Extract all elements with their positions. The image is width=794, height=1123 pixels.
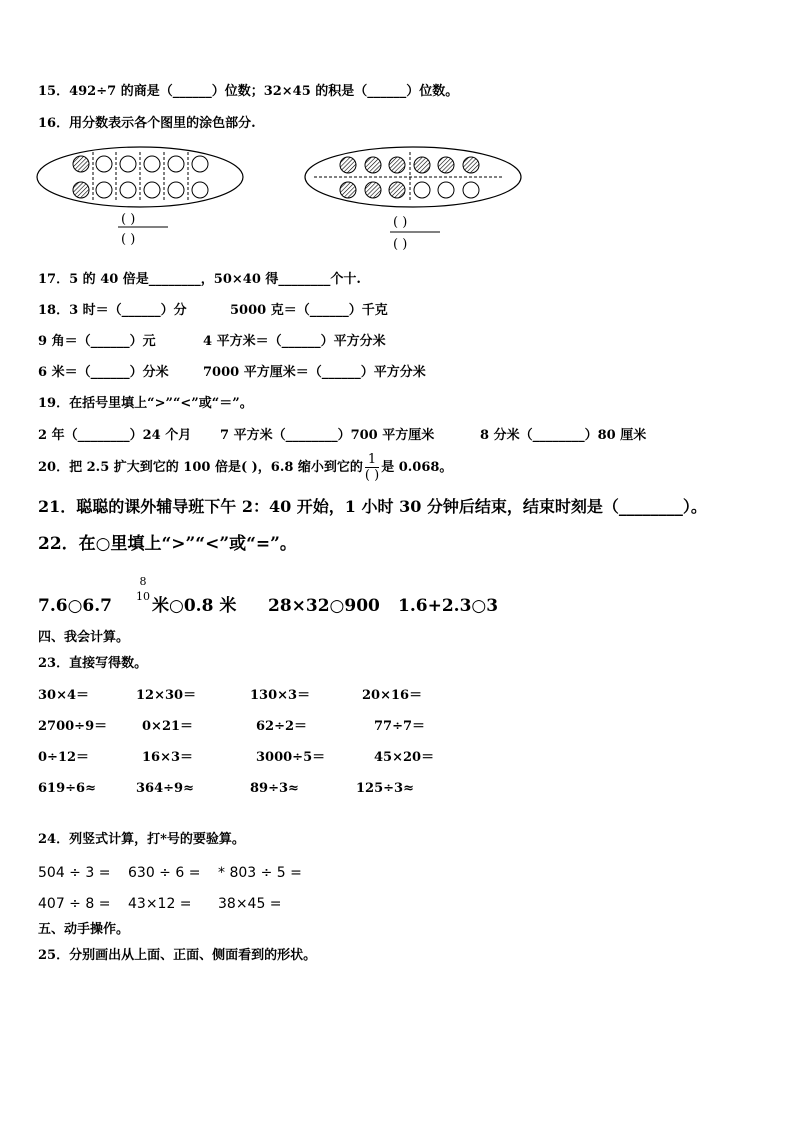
q20-frac-num: 1 bbox=[365, 452, 379, 468]
q18-r3a: 6 米＝（______）分米 bbox=[38, 365, 169, 380]
question-16: 16．用分数表示各个图里的涂色部分. bbox=[38, 116, 256, 131]
question-23: 23．直接写得数。 bbox=[38, 656, 148, 671]
section-4-heading: 四、我会计算。 bbox=[38, 630, 130, 645]
left-fraction-bottom: ( ) bbox=[121, 232, 136, 247]
calc-3-0: 619÷6≈ bbox=[38, 781, 96, 796]
calc-3-3: 125÷3≈ bbox=[356, 781, 414, 796]
q18-r3b: 7000 平方厘米＝（______）平方分米 bbox=[203, 365, 426, 380]
question-22: 22．在○里填上“>”“<”或“=”。 bbox=[38, 534, 297, 554]
calc-2-0: 0÷12＝ bbox=[38, 750, 90, 765]
calc-1-1: 0×21＝ bbox=[142, 719, 194, 734]
q19-item-2: 7 平方米（________）700 平方厘米 bbox=[220, 428, 435, 443]
calc-0-0: 30×4＝ bbox=[38, 688, 90, 703]
calc-1-3: 77÷7＝ bbox=[374, 719, 426, 734]
question-20 bbox=[38, 452, 452, 483]
question-24: 24．列竖式计算，打*号的要验算。 bbox=[38, 832, 245, 847]
q18-r2a: 9 角＝（______）元 bbox=[38, 334, 156, 349]
right-fraction-bottom: ( ) bbox=[393, 237, 408, 252]
q22-item-c: 28×32○900 bbox=[268, 596, 380, 616]
calc-1-2: 62÷2＝ bbox=[256, 719, 308, 734]
question-17: 17．5 的 40 倍是________，50×40 得________个十. bbox=[38, 272, 361, 287]
question-18-row-1b bbox=[230, 303, 388, 319]
question-18-row-2b bbox=[203, 334, 386, 350]
vertical-0-0: 504 ÷ 3 = bbox=[38, 865, 111, 881]
q20-part2: 是 0.068。 bbox=[381, 460, 453, 475]
calc-2-2: 3000÷5＝ bbox=[256, 750, 326, 765]
calc-2-1: 16×3＝ bbox=[142, 750, 194, 765]
left-fraction-top: ( ) bbox=[121, 212, 136, 227]
vertical-1-1: 43×12 = bbox=[128, 896, 192, 912]
calc-3-1: 364÷9≈ bbox=[136, 781, 194, 796]
vertical-0-1: 630 ÷ 6 = bbox=[128, 865, 201, 881]
question-18-row-3b bbox=[203, 365, 426, 381]
calc-1-0: 2700÷9＝ bbox=[38, 719, 108, 734]
calc-3-2: 89÷3≈ bbox=[250, 781, 299, 796]
q20-part1: 20．把 2.5 扩大到它的 100 倍是( )，6.8 缩小到它的 bbox=[38, 460, 363, 475]
vertical-1-0: 407 ÷ 8 = bbox=[38, 896, 111, 912]
question-25: 25．分别画出从上面、正面、侧面看到的形状。 bbox=[38, 948, 317, 963]
q22-item-d: 1.6+2.3○3 bbox=[398, 596, 499, 616]
q20-fraction bbox=[365, 452, 379, 483]
q20-frac-den: ( ) bbox=[364, 468, 380, 483]
right-fraction-top: ( ) bbox=[393, 215, 408, 230]
q22-item-b-rest: 米○0.8 米 bbox=[152, 596, 237, 616]
vertical-0-2: * 803 ÷ 5 = bbox=[218, 865, 302, 881]
q22-b-num: 8 bbox=[139, 575, 147, 588]
question-19: 19．在括号里填上“>”“<”或“＝”。 bbox=[38, 396, 253, 411]
q18-r1b: 5000 克＝（______）千克 bbox=[230, 303, 388, 318]
section-5-heading: 五、动手操作。 bbox=[38, 922, 130, 937]
question-21: 21．聪聪的课外辅导班下午 2：40 开始，1 小时 30 分钟后结束，结束时刻是（________）。 bbox=[38, 497, 707, 516]
calc-2-3: 45×20＝ bbox=[374, 750, 435, 765]
question-18-row-3 bbox=[38, 365, 169, 381]
q18-r1a: 18．3 时＝（______）分 bbox=[38, 303, 187, 318]
q22-item-a: 7.6○6.7 bbox=[38, 596, 112, 616]
question-18-row-2 bbox=[38, 334, 156, 350]
q22-item-b bbox=[134, 574, 152, 604]
q22-b-den: 10 bbox=[136, 590, 150, 603]
question-15: 15．492÷7 的商是（______）位数；32×45 的积是（______）位数。 bbox=[38, 84, 459, 99]
calc-0-3: 20×16＝ bbox=[362, 688, 423, 703]
q19-item-3: 8 分米（________）80 厘米 bbox=[480, 428, 647, 443]
question-18-row-1 bbox=[38, 303, 187, 319]
fraction-figure bbox=[36, 140, 536, 255]
calc-0-1: 12×30＝ bbox=[136, 688, 197, 703]
right-ellipse-figure bbox=[305, 147, 521, 252]
left-ellipse-figure bbox=[37, 147, 243, 247]
q22-b-fraction bbox=[136, 574, 150, 604]
q19-item-1: 2 年（________）24 个月 bbox=[38, 428, 192, 443]
calc-0-2: 130×3＝ bbox=[250, 688, 311, 703]
vertical-1-2: 38×45 = bbox=[218, 896, 282, 912]
q18-r2b: 4 平方米＝（______）平方分米 bbox=[203, 334, 386, 349]
